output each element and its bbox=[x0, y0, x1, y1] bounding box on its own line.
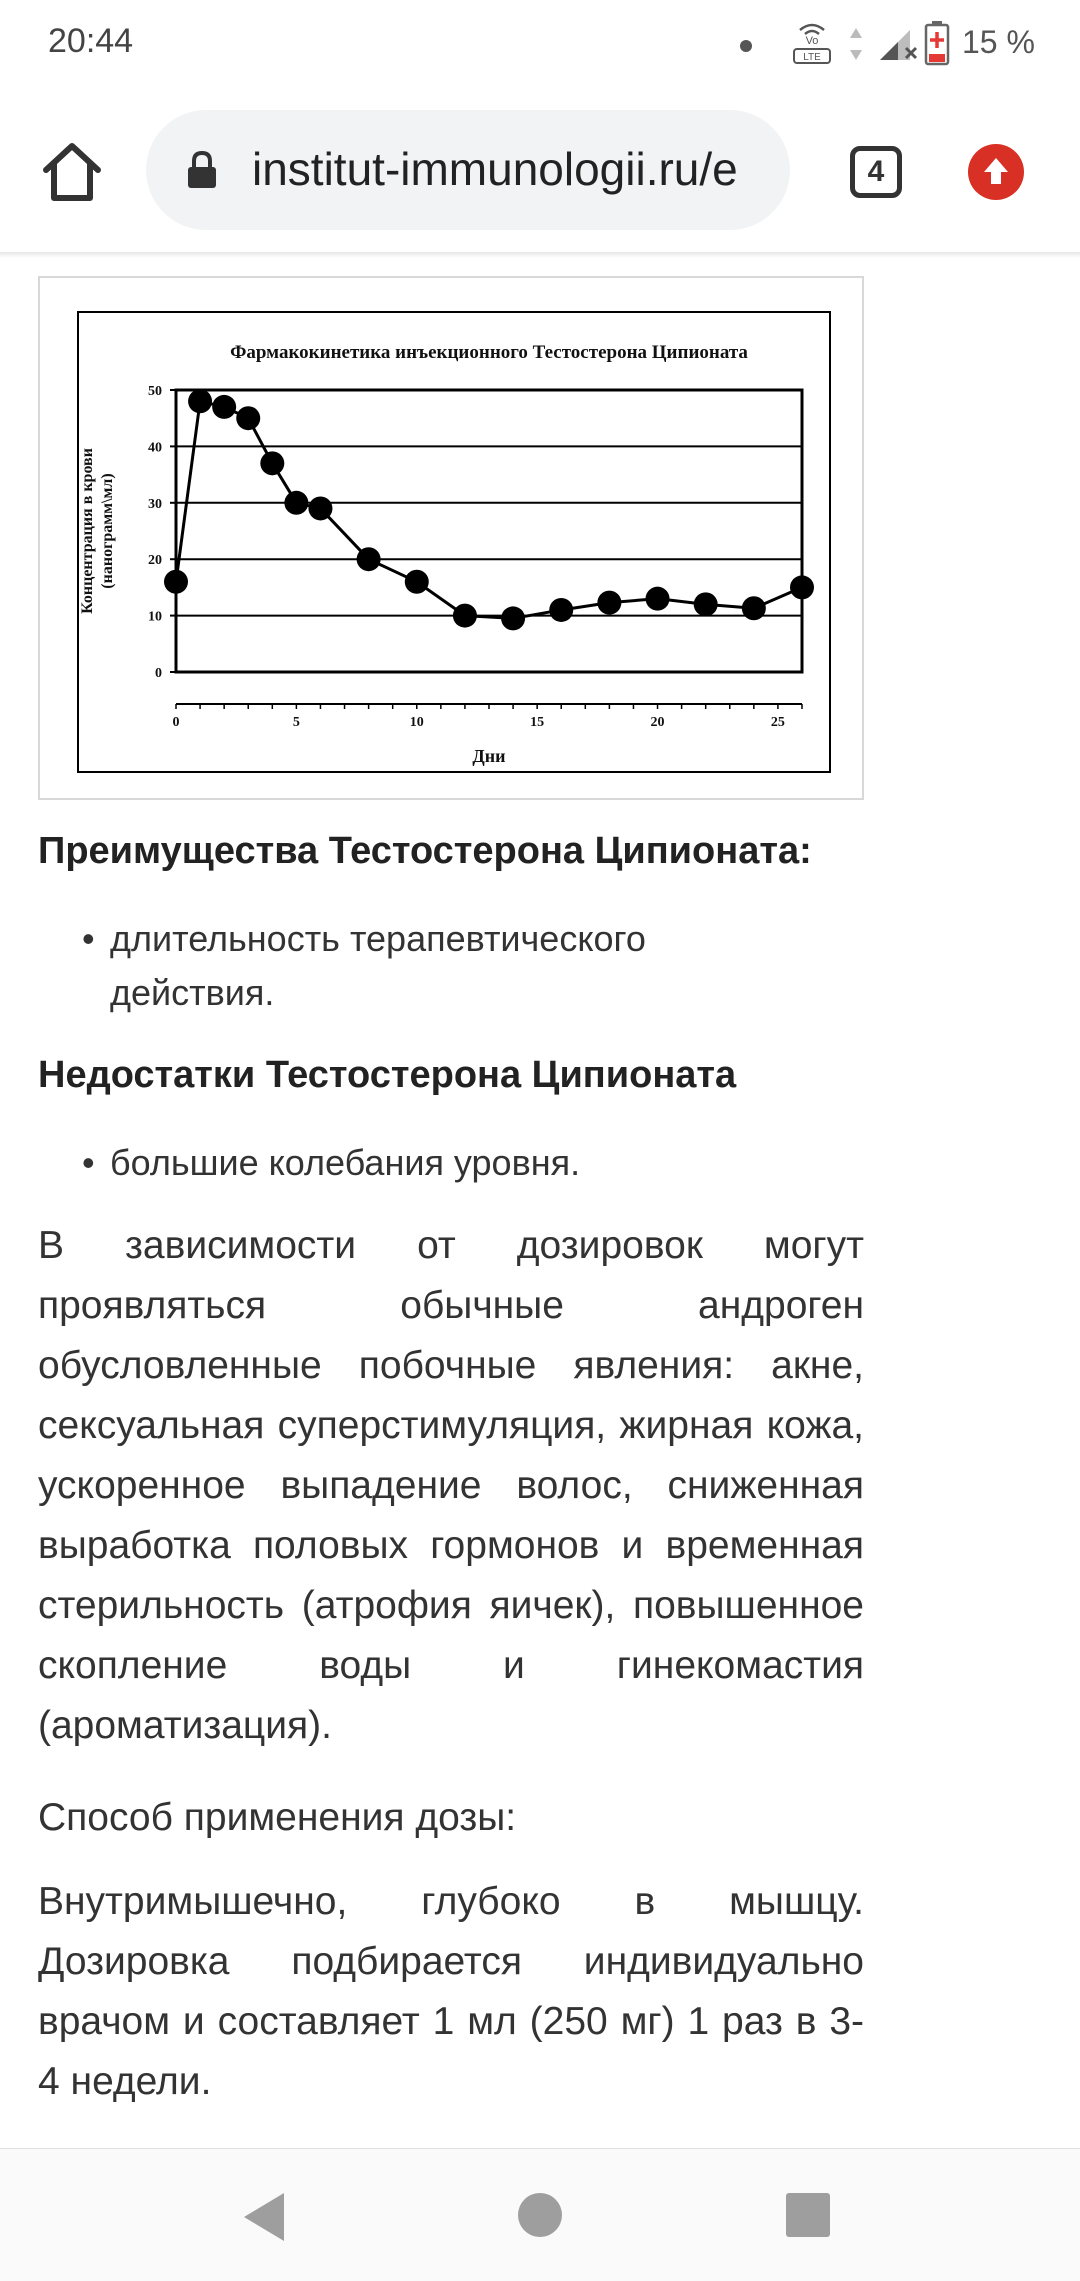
browser-toolbar bbox=[0, 92, 1080, 254]
x-tick-label: 25 bbox=[770, 715, 785, 730]
data-point bbox=[790, 575, 814, 599]
tab-count: 4 bbox=[867, 155, 885, 188]
system-nav-bar bbox=[0, 2148, 1080, 2281]
home-icon[interactable] bbox=[40, 140, 104, 204]
disadvantages-heading: Недостатки Тестостерона Ципионата bbox=[38, 1054, 737, 1096]
x-tick-label: 5 bbox=[292, 715, 300, 730]
url-bar[interactable] bbox=[146, 110, 790, 230]
data-arrows-icon bbox=[848, 26, 864, 62]
advantages-heading: Преимущества Тестостерона Ципионата: bbox=[38, 830, 812, 872]
svg-text:Vo: Vo bbox=[805, 35, 819, 47]
disadvantages-item: • большие колебания уровня. bbox=[110, 1136, 770, 1190]
status-time: 20:44 bbox=[48, 22, 134, 60]
chart-figure bbox=[38, 276, 864, 800]
data-point bbox=[453, 604, 477, 628]
svg-text:LTE: LTE bbox=[803, 52, 821, 63]
y-tick-label: 40 bbox=[148, 440, 162, 456]
data-point bbox=[357, 547, 381, 571]
lock-icon bbox=[186, 150, 218, 190]
x-axis-label: Дни bbox=[472, 746, 506, 766]
x-tick-label: 20 bbox=[650, 715, 665, 730]
plot-area bbox=[176, 390, 802, 672]
data-point bbox=[405, 570, 429, 594]
y-tick-label: 10 bbox=[148, 609, 162, 625]
signal-icon bbox=[878, 26, 918, 62]
data-point bbox=[284, 491, 308, 515]
update-button[interactable] bbox=[968, 144, 1024, 200]
data-point bbox=[236, 406, 260, 430]
data-point bbox=[308, 496, 332, 520]
tabs-icon[interactable] bbox=[850, 146, 902, 198]
y-tick-label: 30 bbox=[148, 496, 162, 512]
data-point bbox=[501, 606, 525, 630]
y-tick-label: 50 bbox=[148, 384, 162, 399]
volte-lte-icon bbox=[792, 18, 832, 66]
battery-charging-icon bbox=[924, 20, 950, 66]
battery-percent: 15 % bbox=[962, 24, 1035, 60]
home-circle-icon[interactable] bbox=[518, 2193, 562, 2237]
notification-dot-icon bbox=[740, 40, 752, 52]
advantages-item: • длительность терапевтического действия. bbox=[110, 912, 770, 1020]
data-point bbox=[646, 587, 670, 611]
side-effects-paragraph: В зависимости от дозировок могут проявляться обычные андроген обусловленные побочные явления: акне, сексуальная суперстимуляция, жирная кожа, ускоренное выпадение волос, сниженная выработка половых гормонов и временная стерильность (атрофия яичек), повышенное скопление воды и гинекомастия (ароматизация). bbox=[38, 1224, 864, 1747]
y-axis-label-line1: Концентрация в крови bbox=[79, 448, 96, 614]
y-tick-label: 20 bbox=[148, 553, 162, 569]
status-bar bbox=[0, 0, 1080, 92]
y-tick-label: 0 bbox=[155, 666, 162, 681]
data-point bbox=[164, 570, 188, 594]
data-point bbox=[188, 389, 212, 413]
dosage-heading: Способ применения дозы: bbox=[38, 1796, 517, 1839]
data-point bbox=[260, 451, 284, 475]
update-icon bbox=[968, 144, 1024, 200]
data-point bbox=[549, 598, 573, 622]
chart-title: Фармакокинетика инъекционного Тестостерона Ципионата bbox=[230, 342, 748, 363]
data-point bbox=[212, 395, 236, 419]
recents-icon[interactable] bbox=[786, 2193, 830, 2237]
pharmacokinetics-chart bbox=[40, 278, 866, 802]
x-tick-label: 15 bbox=[530, 715, 545, 730]
page-content bbox=[0, 258, 1080, 2148]
series-line bbox=[176, 401, 802, 618]
back-icon[interactable] bbox=[244, 2193, 284, 2241]
url-text: institut-immunologii.ru/e bbox=[252, 143, 738, 195]
data-point bbox=[742, 596, 766, 620]
y-axis-label-line2: (нанограмм\мл) bbox=[99, 473, 116, 589]
data-point bbox=[694, 592, 718, 616]
dosage-paragraph: Внутримышечно, глубоко в мышцу. Дозировка подбирается индивидуально врачом и составляет 1 мл (250 мг) 1 раз в 3-4 недели. bbox=[38, 1880, 864, 2103]
x-tick-label: 10 bbox=[409, 715, 424, 730]
x-tick-label: 0 bbox=[172, 715, 180, 730]
data-point bbox=[597, 591, 621, 615]
